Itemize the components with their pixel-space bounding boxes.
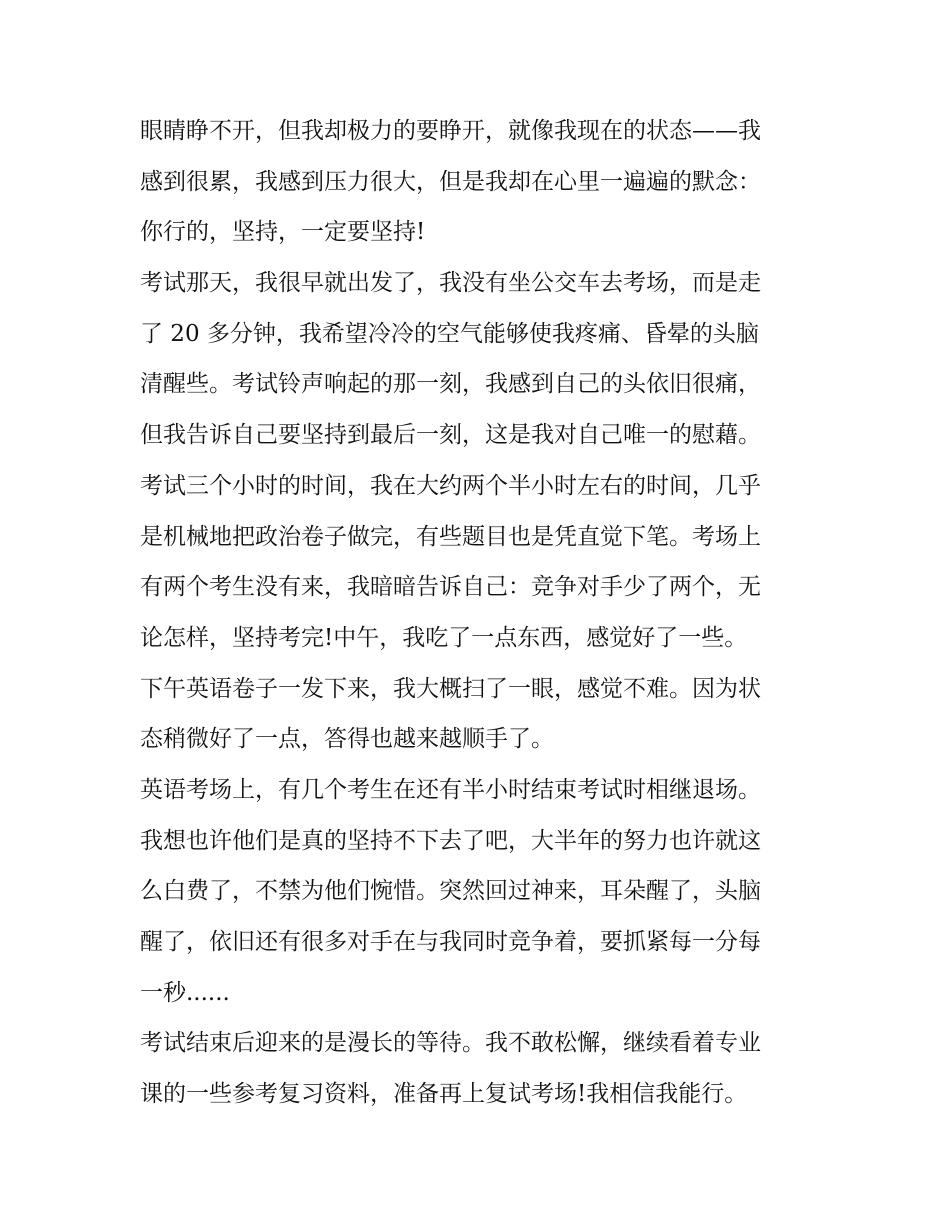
text-line: 么白费了，不禁为他们惋惜。突然回过神来，耳朵醒了，头脑 [140,878,761,905]
text-line: 考试那天，我很早就出发了，我没有坐公交车去考场，而是走 [140,270,761,297]
text-line: 有两个考生没有来，我暗暗告诉自己：竞争对手少了两个，无 [140,574,761,601]
text-line: 你行的，坚持，一定要坚持! [140,219,426,246]
text-line: 醒了，依旧还有很多对手在与我同时竞争着，要抓紧每一分每 [140,929,761,955]
text-line: 感到很累，我感到压力很大，但是我却在心里一遍遍的默念： [140,168,761,195]
text-line: 态稍微好了一点，答得也越来越顺手了。 [140,726,554,753]
text-line: 英语考场上，有几个考生在还有半小时结束考试时相继退场。 [140,776,761,803]
text-line: 但我告诉自己要坚持到最后一刻，这是我对自己唯一的慰藉。 [140,422,761,449]
text-line: 考试三个小时的时间，我在大约两个半小时左右的时间，几乎 [140,472,761,499]
text-line: 考试结束后迎来的是漫长的等待。我不敢松懈，继续看着专业 [140,1030,761,1057]
text-line: 眼睛睁不开，但我却极力的要睁开，就像我现在的状态——我 [140,118,761,144]
text-line: 下午英语卷子一发下来，我大概扫了一眼，感觉不难。因为状 [140,675,761,702]
text-line: 是机械地把政治卷子做完，有些题目也是凭直觉下笔。考场上 [140,523,761,550]
text-line: 一秒...... [140,979,230,1006]
text-line: 了 20 多分钟，我希望冷冷的空气能够使我疼痛、昏晕的头脑 [140,320,759,347]
text-line: 论怎样，坚持考完!中午，我吃了一点东西，感觉好了一些。 [140,624,748,651]
body-text [140,106,820,1120]
text-line: 我想也许他们是真的坚持不下去了吧，大半年的努力也许就这 [140,827,761,854]
text-line: 课的一些参考复习资料，准备再上复试考场!我相信我能行。 [140,1081,748,1108]
text-line: 清醒些。考试铃声响起的那一刻，我感到自己的头依旧很痛， [140,371,761,398]
